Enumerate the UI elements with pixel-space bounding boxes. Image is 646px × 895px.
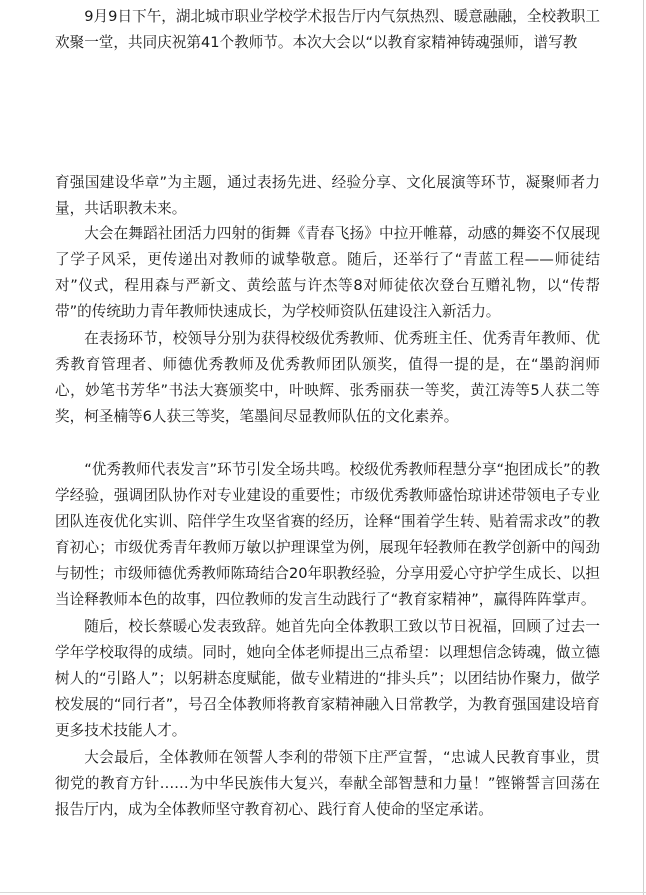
paragraph-6: 大会最后，全体教师在领誓人李利的带领下庄严宣誓，“忠诚人民教育事业，贯彻党的教育方针……为中华民族伟大复兴，奉献全部智慧和力量！”铿锵誓言回荡在报告厅内，成为全体教师坚守教育初心、践行育人使命的坚定承诺。 bbox=[55, 749, 600, 818]
paragraph-5: 随后，校长蔡暖心发表致辞。她首先向全体教职工致以节日祝福，回顾了过去一学年学校取得的成绩。同时，她向全体老师提出三点希望：以理想信念铸魂，做立德树人的“引路人”；以躬耕态度赋能，做专业精进的“排头兵”；以团结协作聚力，做学校发展的“同行者”，号召全体教师将教育家精神融入日常教学，为教育强国建设培育更多技术技能人才。 bbox=[55, 618, 600, 739]
paragraph-4: “优秀教师代表发言”环节引发全场共鸣。校级优秀教师程慧分享“抱团成长”的教学经验，强调团队协作对专业建设的重要性；市级优秀教师盛怡琼讲述带领电子专业团队连夜优化实训、陪伴学生攻坚省赛的经历，诠释“围着学生转、贴着需求改”的教育初心；市级优秀青年教师万敏以护理课堂为例，展现年轻教师在教学创新中的闯劲与韧性；市级师德优秀教师陈琦结合20年职教经验，分享用爱心守护学生成长、以担当诠释教师本色的故事，四位教师的发言生动践行了“教育家精神”，赢得阵阵掌声。 bbox=[55, 461, 600, 608]
paragraph-1-part-2: 育强国建设华章”为主题，通过表扬先进、经验分享、文化展演等环节，凝聚师者力量，共话职教未来。 bbox=[55, 174, 600, 217]
paragraph-3: 在表扬环节，校领导分别为获得校级优秀教师、优秀班主任、优秀青年教师、优秀教育管理者、师德优秀教师及优秀教师团队颁奖，值得一提的是，在“墨韵润师心，妙笔书芳华”书法大赛颁奖中，叶映辉、张秀丽获一等奖，黄江涛等5人获二等奖，柯圣楠等6人获三等奖，笔墨间尽显教师队伍的文化素养。 bbox=[55, 330, 600, 425]
page-edge-bottom bbox=[0, 892, 646, 893]
page-edge-right bbox=[643, 0, 644, 895]
paragraph-1-part-1: 9月9日下午，湖北城市职业学校学术报告厅内气氛热烈、暖意融融，全校教职工欢聚一堂，共同庆祝第41个教师节。本次大会以“以教育家精神铸魂强师，谱写教 bbox=[55, 8, 600, 51]
paragraph-2: 大会在舞蹈社团活力四射的街舞《青春飞扬》中拉开帷幕，动感的舞姿不仅展现了学子风采，更传递出对教师的诚挚敬意。随后，还举行了“青蓝工程——师徒结对”仪式，程用森与严新文、黄绘蓝与许杰等8对师徒依次登台互赠礼物，以“传帮带”的传统助力青年教师快速成长，为学校师资队伍建设注入新活力。 bbox=[55, 225, 600, 320]
